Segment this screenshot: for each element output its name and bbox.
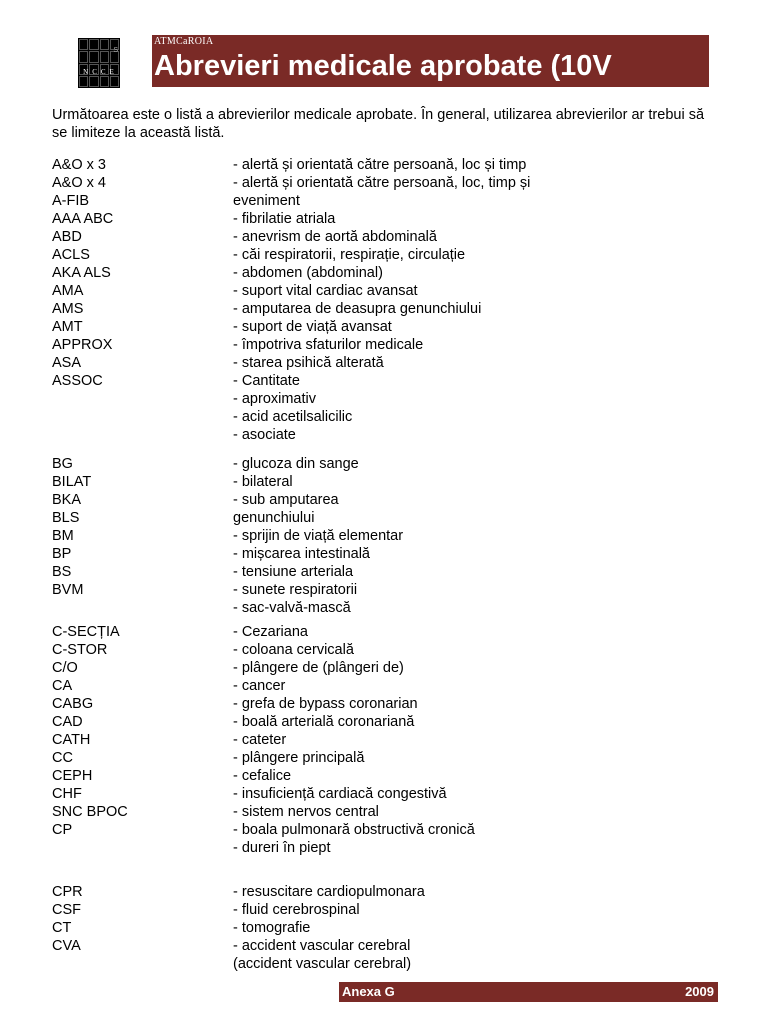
def-item: - suport vital cardiac avansat <box>233 283 418 299</box>
def-item: - mișcarea intestinală <box>233 546 370 562</box>
def-item: - tomografie <box>233 920 311 936</box>
abbr-item: CABG <box>52 696 94 712</box>
ncce-logo <box>78 38 120 88</box>
abbr-item: C/O <box>52 660 78 676</box>
abbr-item: CHF <box>52 786 82 802</box>
abbr-item: BLS <box>52 510 80 526</box>
def-item: - alertă și orientată către persoană, loc, timp și <box>233 175 531 191</box>
def-item: - accident vascular cerebral <box>233 938 411 954</box>
abbr-item: ABD <box>52 229 82 245</box>
abbr-item: AKA ALS <box>52 265 111 281</box>
def-item: - căi respiratorii, respirație, circulație <box>233 247 466 263</box>
def-item: - anevrism de aortă abdominală <box>233 229 437 245</box>
abbr-item: ASSOC <box>52 373 103 389</box>
def-item: - starea psihică alterată <box>233 355 384 371</box>
footer-year: 2009 <box>685 984 714 999</box>
abbr-column-group-2 <box>52 455 91 599</box>
def-item: - plângere principală <box>233 750 365 766</box>
abbr-item: AAA ABC <box>52 211 114 227</box>
abbr-item: C-SECȚIA <box>52 624 120 640</box>
def-item: - boala pulmonară obstructivă cronică <box>233 822 475 838</box>
def-item: - Cantitate <box>233 373 300 389</box>
def-item: - insuficiență cardiacă congestivă <box>233 786 447 802</box>
def-item: - coloana cervicală <box>233 642 354 658</box>
def-item: - amputarea de deasupra genunchiului <box>233 301 482 317</box>
def-column-group-4 <box>233 883 425 973</box>
def-item: - cateter <box>233 732 287 748</box>
def-item: - aproximativ <box>233 391 316 407</box>
abbr-item: BP <box>52 546 72 562</box>
def-column-group-2 <box>233 455 403 617</box>
def-item: - resuscitare cardiopulmonara <box>233 884 425 900</box>
abbr-item: APPROX <box>52 337 113 353</box>
def-item: - fibrilatie atriala <box>233 211 336 227</box>
logo-corner-mark: S <box>113 47 118 54</box>
def-item: - sprijin de viață elementar <box>233 528 404 544</box>
def-item: - bilateral <box>233 474 293 490</box>
abbr-item: AMA <box>52 283 84 299</box>
def-item: - alertă și orientată către persoană, loc și timp <box>233 157 527 173</box>
def-item: (accident vascular cerebral) <box>233 956 412 972</box>
intro-paragraph: Următoarea este o listă a abrevierilor medicale aprobate. În general, utilizarea abrevierilor ar trebui să se limiteze la această listă. <box>52 107 705 141</box>
def-item: - sistem nervos central <box>233 804 379 820</box>
def-item: - sub amputarea <box>233 492 339 508</box>
abbr-item: CT <box>52 920 72 936</box>
def-item: - glucoza din sange <box>233 456 359 472</box>
abbr-column-group-3 <box>52 623 128 839</box>
footer-annex-label: Anexa G <box>342 984 395 999</box>
abbr-item: A-FIB <box>52 193 90 209</box>
def-item: - asociate <box>233 427 296 443</box>
abbr-item: BKA <box>52 492 82 508</box>
abbr-item: CPR <box>52 884 83 900</box>
abbr-item: A&O x 3 <box>52 157 106 173</box>
def-item: - sac-valvă-mască <box>233 600 351 616</box>
abbr-item: AMT <box>52 319 83 335</box>
abbr-item: AMS <box>52 301 84 317</box>
abbr-item: BVM <box>52 582 84 598</box>
abbr-item: BG <box>52 456 73 472</box>
def-item: - grefa de bypass coronarian <box>233 696 418 712</box>
abbr-item: CAD <box>52 714 83 730</box>
abbr-item: BM <box>52 528 74 544</box>
abbr-item: CATH <box>52 732 91 748</box>
abbr-item: CC <box>52 750 73 766</box>
abbr-item: BILAT <box>52 474 92 490</box>
abbr-item: CA <box>52 678 73 694</box>
abbr-item: ACLS <box>52 247 90 263</box>
def-item: - fluid cerebrospinal <box>233 902 360 918</box>
abbr-item: SNC BPOC <box>52 804 128 820</box>
def-item: - sunete respiratorii <box>233 582 358 598</box>
title-banner <box>152 35 709 87</box>
abbr-column-group-4 <box>52 883 83 955</box>
def-item: - cefalice <box>233 768 292 784</box>
def-item: - împotriva sfaturilor medicale <box>233 337 424 353</box>
page-title: Abrevieri medicale aprobate (10V <box>154 50 612 82</box>
abbr-item: C-STOR <box>52 642 108 658</box>
abbr-column-group-1 <box>52 156 113 390</box>
abbr-item: CEPH <box>52 768 93 784</box>
abbr-item: CP <box>52 822 73 838</box>
logo-letters: NCCE <box>83 68 118 76</box>
abbr-item: A&O x 4 <box>52 175 106 191</box>
def-item: - cancer <box>233 678 286 694</box>
def-item: - tensiune arteriala <box>233 564 354 580</box>
def-item: - suport de viață avansat <box>233 319 392 335</box>
def-column-group-1 <box>233 156 530 444</box>
banner-kicker: ATMCaROIA <box>154 36 214 47</box>
def-item: - Cezariana <box>233 624 308 640</box>
def-column-group-3 <box>233 623 475 857</box>
abbr-item: ASA <box>52 355 82 371</box>
def-item: - boală arterială coronariană <box>233 714 415 730</box>
def-item: - plângere de (plângeri de) <box>233 660 404 676</box>
def-item: genunchiului <box>233 510 315 526</box>
abbr-item: BS <box>52 564 72 580</box>
def-item: - dureri în piept <box>233 840 331 856</box>
def-item: eveniment <box>233 193 300 209</box>
abbr-item: CSF <box>52 902 81 918</box>
def-item: - acid acetilsalicilic <box>233 409 353 425</box>
abbr-item: CVA <box>52 938 81 954</box>
footer-bar <box>339 982 718 1002</box>
def-item: - abdomen (abdominal) <box>233 265 383 281</box>
